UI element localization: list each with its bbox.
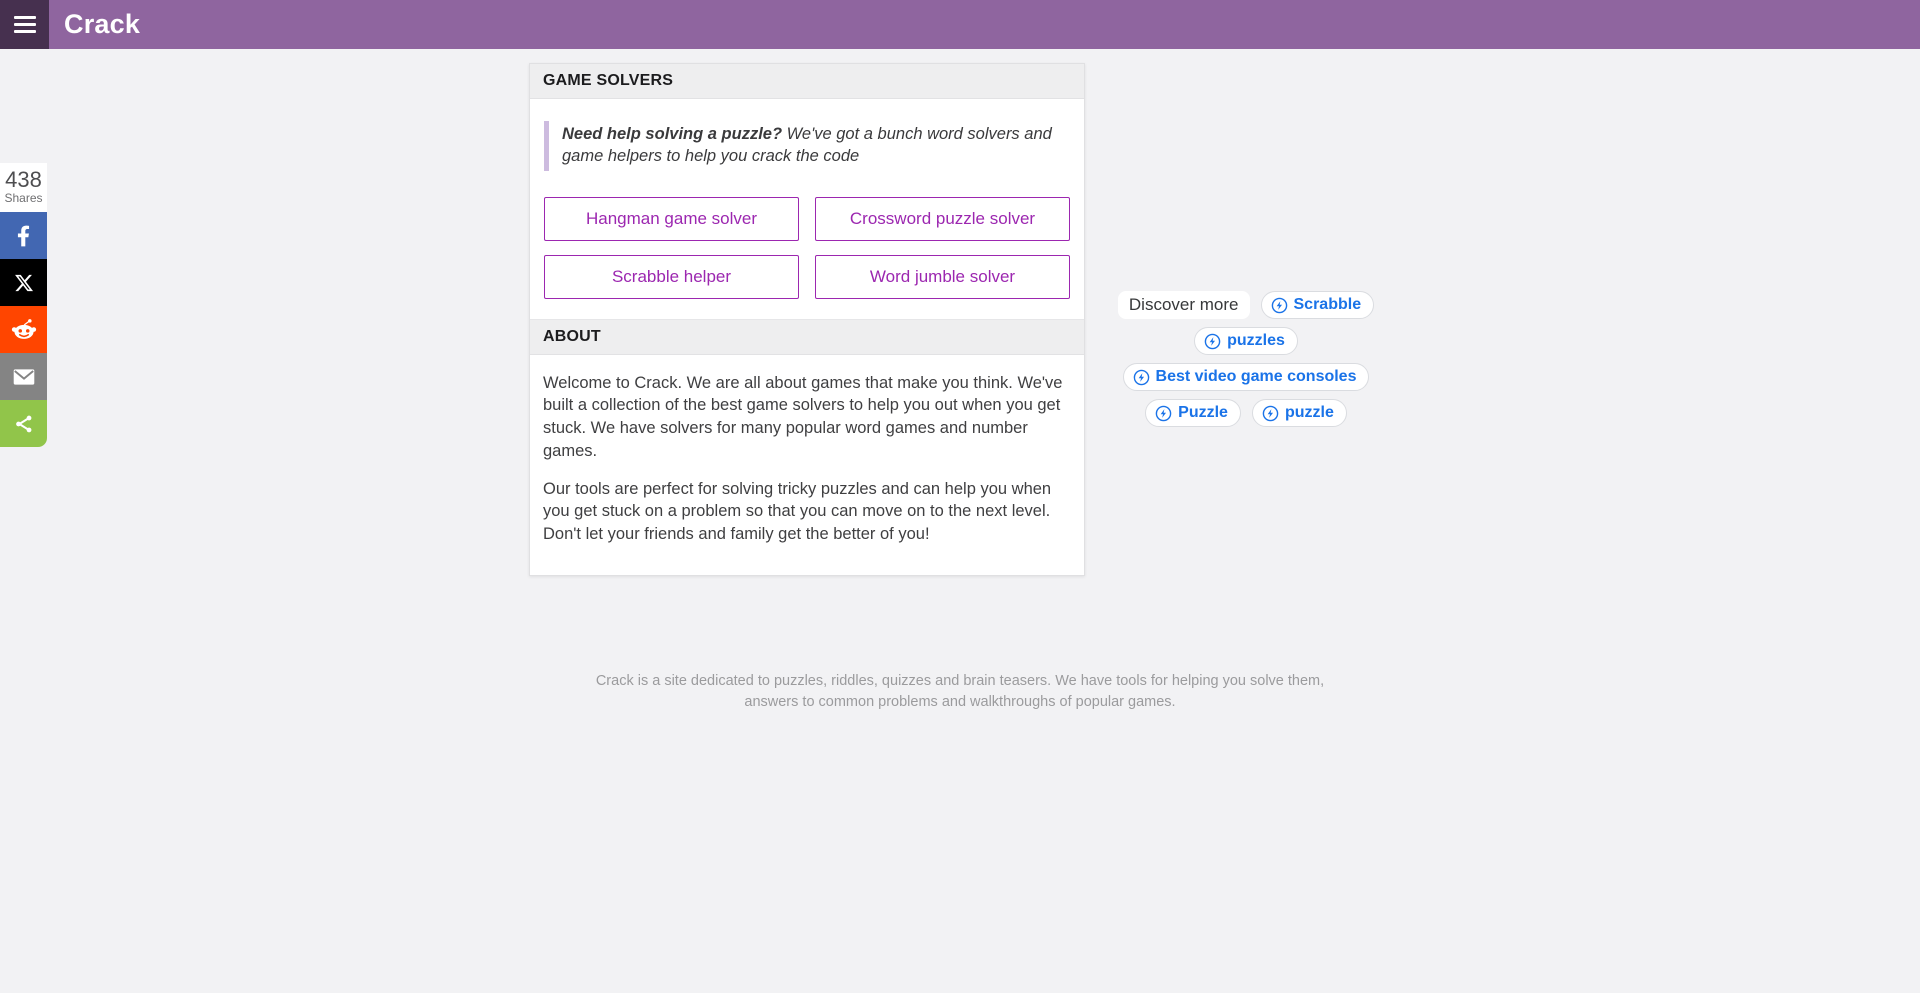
about-heading: ABOUT (530, 319, 1084, 355)
discover-more-section (1118, 291, 1374, 435)
site-footer (0, 671, 1920, 714)
facebook-icon (17, 224, 30, 248)
discover-bolt-icon (1262, 405, 1279, 422)
discover-more-label: Discover more (1118, 291, 1250, 319)
share-count-label: Shares (4, 191, 43, 205)
facebook-share-button[interactable] (0, 212, 47, 259)
chip-puzzles[interactable] (1194, 327, 1298, 355)
chip-scrabble[interactable] (1261, 291, 1375, 319)
share-count-value: 438 (5, 167, 42, 192)
about-section (530, 355, 1084, 575)
footer-text: Crack is a site dedicated to puzzles, riddles, quizzes and brain teasers. We have tools for helping you solve them, answers to common problems and walkthroughs of popular games. (595, 673, 1325, 711)
word-jumble-solver-button[interactable]: Word jumble solver (815, 255, 1070, 299)
chip-label: Puzzle (1178, 404, 1228, 421)
chip-label: puzzles (1227, 332, 1285, 349)
discover-bolt-icon (1271, 297, 1288, 314)
discover-bolt-icon (1155, 405, 1172, 422)
intro-quote-text: We've got a bunch word solvers and game helpers to help you crack the code (562, 125, 1052, 165)
email-share-button[interactable] (0, 353, 47, 400)
share-count (0, 163, 47, 212)
discover-bolt-icon (1204, 333, 1221, 350)
game-solvers-heading: GAME SOLVERS (530, 64, 1084, 99)
x-icon (14, 273, 34, 293)
solver-button-grid (544, 197, 1070, 299)
about-paragraph-1: Welcome to Crack. We are all about games that make you think. We've built a collection of the best game solvers to help you out when you get stuck. We have solvers for many popular word games and number games. (543, 373, 1063, 460)
more-share-button[interactable] (0, 400, 47, 447)
scrabble-helper-button[interactable]: Scrabble helper (544, 255, 799, 299)
intro-quote (544, 121, 1070, 171)
discover-bolt-icon (1133, 369, 1150, 386)
menu-button[interactable] (0, 0, 49, 49)
chip-label: puzzle (1284, 404, 1334, 421)
about-paragraph-2: Our tools are perfect for solving tricky puzzles and can help you when you get stuck on a problem so that you can move on to the next level. Don't let your friends and family get the better of you! (543, 479, 1052, 544)
share-icon (13, 413, 35, 435)
share-sidebar (0, 163, 47, 447)
chip-best-video-game-consoles[interactable] (1123, 363, 1370, 391)
crossword-solver-button[interactable]: Crossword puzzle solver (815, 197, 1070, 241)
reddit-share-button[interactable] (0, 306, 47, 353)
chip-label: Scrabble (1293, 296, 1362, 313)
chip-label: Best video game consoles (1155, 368, 1357, 385)
hangman-solver-button[interactable]: Hangman game solver (544, 197, 799, 241)
reddit-icon (10, 316, 38, 344)
chip-puzzle-capitalized[interactable] (1145, 399, 1241, 427)
x-share-button[interactable] (0, 259, 47, 306)
page-title: Crack (64, 9, 141, 39)
chip-puzzle-lowercase[interactable] (1252, 399, 1347, 427)
email-icon (11, 364, 37, 390)
content-card (529, 63, 1085, 576)
game-solvers-section (530, 99, 1084, 319)
app-header (0, 0, 1920, 49)
intro-quote-lead: Need help solving a puzzle? (562, 125, 783, 143)
